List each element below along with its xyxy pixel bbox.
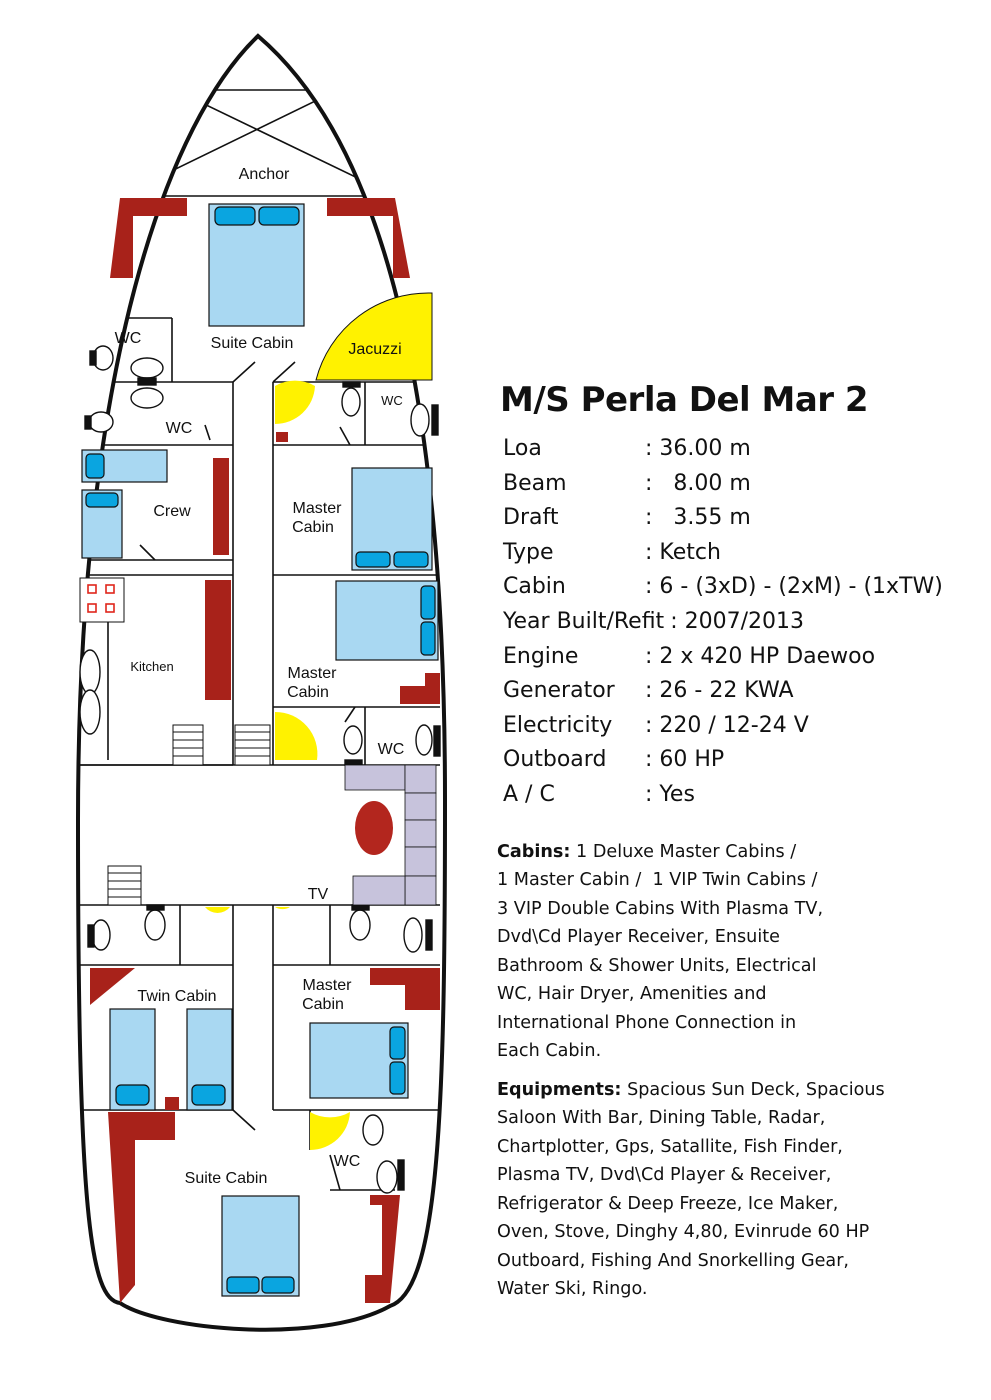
dining-table <box>355 801 393 855</box>
spec-value: : 26 - 22 KWA <box>645 678 794 704</box>
counter-kitchen <box>205 580 231 700</box>
spec-row-type <box>503 536 977 571</box>
label-suite-top: Suite Cabin <box>210 335 294 352</box>
spec-value: : 2007/2013 <box>670 608 804 634</box>
spec-row-outboard <box>503 743 977 778</box>
cabins-description <box>497 838 977 1066</box>
stairs-saloon <box>108 866 141 905</box>
equipments-line: Outboard, Fishing And Snorkelling Gear, <box>497 1250 850 1271</box>
label-kitchen: Kitchen <box>130 659 174 674</box>
label-twin: Twin Cabin <box>137 988 217 1005</box>
spec-row-electricity <box>503 709 977 744</box>
spec-label: Cabin <box>503 574 566 600</box>
cabins-line: 1 Master Cabin / 1 VIP Twin Cabins / <box>497 870 818 891</box>
label-anchor: Anchor <box>238 166 290 183</box>
label-master-1: Master <box>292 500 342 517</box>
spec-value: : 3.55 m <box>645 505 751 531</box>
equipments-description <box>497 1076 977 1304</box>
spec-label: Outboard <box>503 747 607 773</box>
label-wc-2: WC <box>165 420 193 437</box>
label-tv: TV <box>307 886 329 903</box>
cabins-line: 3 VIP Double Cabins With Plasma TV, <box>497 898 824 919</box>
spec-row-cabin <box>503 570 977 605</box>
label-master-3: Master <box>302 977 352 994</box>
label-wc-4: WC <box>377 741 405 758</box>
cabins-line: WC, Hair Dryer, Amenities and <box>497 984 767 1005</box>
equipments-line: Refrigerator & Deep Freeze, Ice Maker, <box>497 1193 839 1214</box>
equipments-line: Spacious Sun Deck, Spacious <box>621 1079 885 1100</box>
equipments-heading: Equipments: <box>497 1079 622 1100</box>
spec-value: : Yes <box>645 781 695 807</box>
label-wc-3: WC <box>381 393 403 408</box>
stairs-kitchen <box>173 725 203 765</box>
spec-value: : 2 x 420 HP Daewoo <box>645 643 876 669</box>
spec-label: Draft <box>503 505 559 531</box>
spec-value: : Ketch <box>645 539 721 565</box>
spec-label: Type <box>503 539 554 565</box>
label-wc-5: WC <box>333 1153 361 1170</box>
equipments-line: Plasma TV, Dvd\Cd Player & Receiver, <box>497 1165 832 1186</box>
spec-panel <box>497 380 977 1304</box>
spec-label: Loa <box>503 436 542 461</box>
spec-row-year <box>503 605 977 640</box>
spec-value: : 8.00 m <box>645 470 751 496</box>
spec-row-beam <box>503 467 977 502</box>
label-cabin-3: Cabin <box>302 996 344 1013</box>
equipments-line: Chartplotter, Gps, Satallite, Fish Finder, <box>497 1136 843 1157</box>
spec-value: : 60 HP <box>645 747 725 773</box>
spec-label: Year Built/Refit <box>503 608 665 634</box>
cabins-heading: Cabins: <box>497 841 571 862</box>
equipments-line: Water Ski, Ringo. <box>497 1279 648 1300</box>
spec-value: : 6 - (3xD) - (2xM) - (1xTW) <box>645 574 943 600</box>
cabins-line: 1 Deluxe Master Cabins / <box>570 841 797 862</box>
equipments-line: Oven, Stove, Dinghy 4,80, Evinrude 60 HP <box>497 1222 870 1243</box>
label-wc-1: WC <box>114 330 142 347</box>
spec-row-loa <box>503 432 977 467</box>
label-cabin-2: Cabin <box>287 684 329 701</box>
cabins-line: Bathroom & Shower Units, Electrical <box>497 955 817 976</box>
cabins-line: Each Cabin. <box>497 1041 602 1062</box>
cabins-line: Dvd\Cd Player Receiver, Ensuite <box>497 927 780 948</box>
stove <box>80 578 124 622</box>
spec-label: Electricity <box>503 712 613 738</box>
equipments-line: Saloon With Bar, Dining Table, Radar, <box>497 1108 826 1129</box>
yacht-title: M/S Perla Del Mar 2 <box>500 380 869 420</box>
wardrobe-crew <box>213 458 229 555</box>
spec-label: Engine <box>503 643 579 669</box>
spec-value: : 220 / 12-24 V <box>645 712 809 738</box>
cabins-line: International Phone Connection in <box>497 1012 797 1033</box>
spec-label: Beam <box>503 470 567 496</box>
label-suite-bottom: Suite Cabin <box>184 1170 268 1187</box>
spec-value: : 36.00 m <box>645 436 751 461</box>
spec-label: A / C <box>503 781 555 807</box>
stairs-corridor <box>235 725 270 765</box>
spec-row-draft <box>503 501 977 536</box>
spec-row-generator <box>503 674 977 709</box>
label-crew: Crew <box>153 503 191 520</box>
label-master-2: Master <box>287 665 337 682</box>
spec-label: Generator <box>503 678 615 704</box>
spec-row-engine <box>503 640 977 675</box>
label-cabin-1: Cabin <box>292 519 334 536</box>
spec-table <box>497 432 977 813</box>
spec-row-ac <box>503 778 977 813</box>
label-jacuzzi: Jacuzzi <box>348 341 402 358</box>
